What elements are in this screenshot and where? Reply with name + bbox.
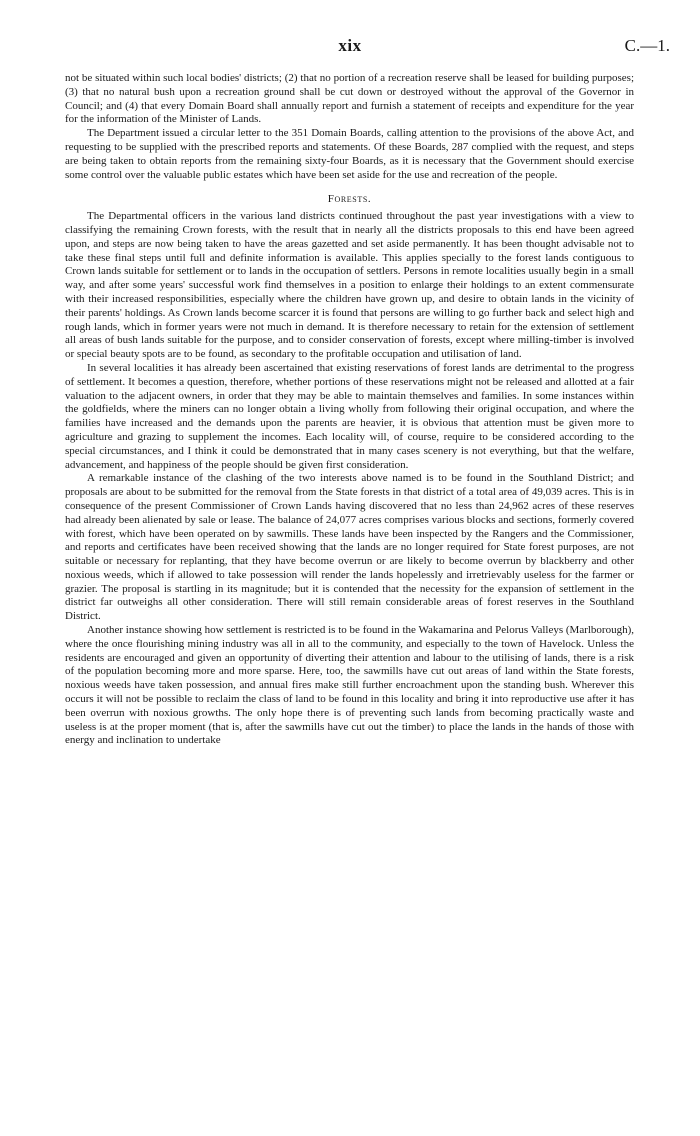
page-body (65, 72, 634, 748)
paragraph-forest-classification: The Departmental officers in the various land districts continued throughout the past year investigations with a view to classifying the remaining Crown forests, with the result that in nearly all the districts proposals to this end have been agreed upon, and steps are now being taken to have the areas gazetted and set aside permanently. It has been thought advisable not to take these final steps until full and definite information is available. This applies specially to the forest lands contiguous to Crown lands suitable for settlement or to lands in the occupation of settlers. Persons in remote localities usually begin in a small way, and after some years' successful work find themselves in a position to enlarge their holdings to an extent commensurate with their increased responsibilities, especially where the children have grown up, and desire to obtain lands in the vicinity of their parents' holdings. As Crown lands become scarcer it is found that persons are willing to go further back and select high and rough lands, which in former years were not much in demand. It is therefore necessary to retain for the extension of settlement all areas of bush lands suitable for the purpose, and to consider conservation of forests, except where milling-timber is involved or special beauty spots are to be found, as secondary to the profitable occupation and utilisation of land. (65, 210, 634, 361)
section-heading-forests: Forests. (327, 193, 372, 206)
paragraph-domain-boards: The Department issued a circular letter to the 351 Domain Boards, calling attention to the provisions of the above Act, and requesting to be supplied with the prescribed reports and statements. Of these Boards, 287 complied with the request, and steps are being taken to obtain reports from the remaining sixty-four Boards, as it is necessary that the Government should exercise some control over the valuable public estates which have been set aside for the use and recreation of the people. (65, 127, 634, 181)
paragraph-wakamarina-pelorus: Another instance showing how settlement is restricted is to be found in the Wakamarina and Pelorus Valleys (Marlborough), where the once flourishing mining industry was all in all to the community, and especially to the town of Havelock. Unless the residents are encouraged and given an opportunity of diverting their attention and labour to the utilising of lands, there is a risk of the population becoming more and more sparse. Here, too, the sawmills have cut out areas of land within the State forests, noxious weeds have taken possession, and annual fires make still further encroachment upon the standing bush. Wherever this occurs it will not be possible to reclaim the class of land to be found in this locality and bring it into reproductive use after it has been overrun with noxious growths. The only hope there is of preventing such lands from becoming practically waste and useless is at the proper moment (that is, after the sawmills have cut out the timber) to place the lands in the hands of those with energy and inclination to undertake (65, 624, 634, 747)
paragraph-forest-reservations: In several localities it has already been ascertained that existing reservations of forest lands are detrimental to the progress of settlement. It becomes a question, therefore, whether portions of these reservations might not be released and allotted at a fair valuation to the adjacent owners, in order that they may be able to maintain themselves and families. In some instances within the goldfields, where the miners can no longer obtain a living wholly from following their original occupation, and where the families have increased and the demands upon the parents are heavier, it is obvious that attention must be given more to agriculture and grazing to supplement the incomes. Each locality will, of course, require to be considered according to the special circumstances, and I think it could be demonstrated that in many cases scenery is not everything, but that the welfare, advancement, and happiness of the people should be given first consideration. (65, 361, 634, 471)
page-number: xix (338, 36, 362, 55)
document-reference: C.—1. (624, 36, 670, 55)
paragraph-continuation: not be situated within such local bodies' districts; (2) that no portion of a recreation reserve shall be leased for building purposes; (3) that no natural bush upon a recreation ground shall be cut down or destroyed without the approval of the Governor in Council; and (4) that every Domain Board shall annually report and furnish a statement of receipts and expenditure for the year for the information of the Minister of Lands. (65, 72, 634, 126)
paragraph-southland-district: A remarkable instance of the clashing of the two interests above named is to be found in the Southland District; and proposals are about to be submitted for the removal from the State forests in that district of a total area of 49,039 acres. This is in consequence of the present Commissioner of Crown Lands having discovered that no less than 24,962 acres of these reserves had already been alienated by sale or lease. The balance of 24,077 acres comprises various blocks and sections, formerly covered with forest, which have been operated on by sawmills. These lands have been inspected by the Rangers and the Commissioner, and reports and certificates have been received showing that the lands are no longer required for State forest purposes, are not suitable or necessary for replanting, that they have become overrun or are likely to become overrun by blackberry and other noxious weeds, which if allowed to take possession will render the lands hopelessly and irretrievably useless for the farmer or grazier. The proposal is startling in its magnitude; but it is contended that the necessity for the expansion of settlement in the district far outweighs all other consideration. There will still remain considerable areas of forest reserves in the Southland District. (65, 472, 634, 623)
